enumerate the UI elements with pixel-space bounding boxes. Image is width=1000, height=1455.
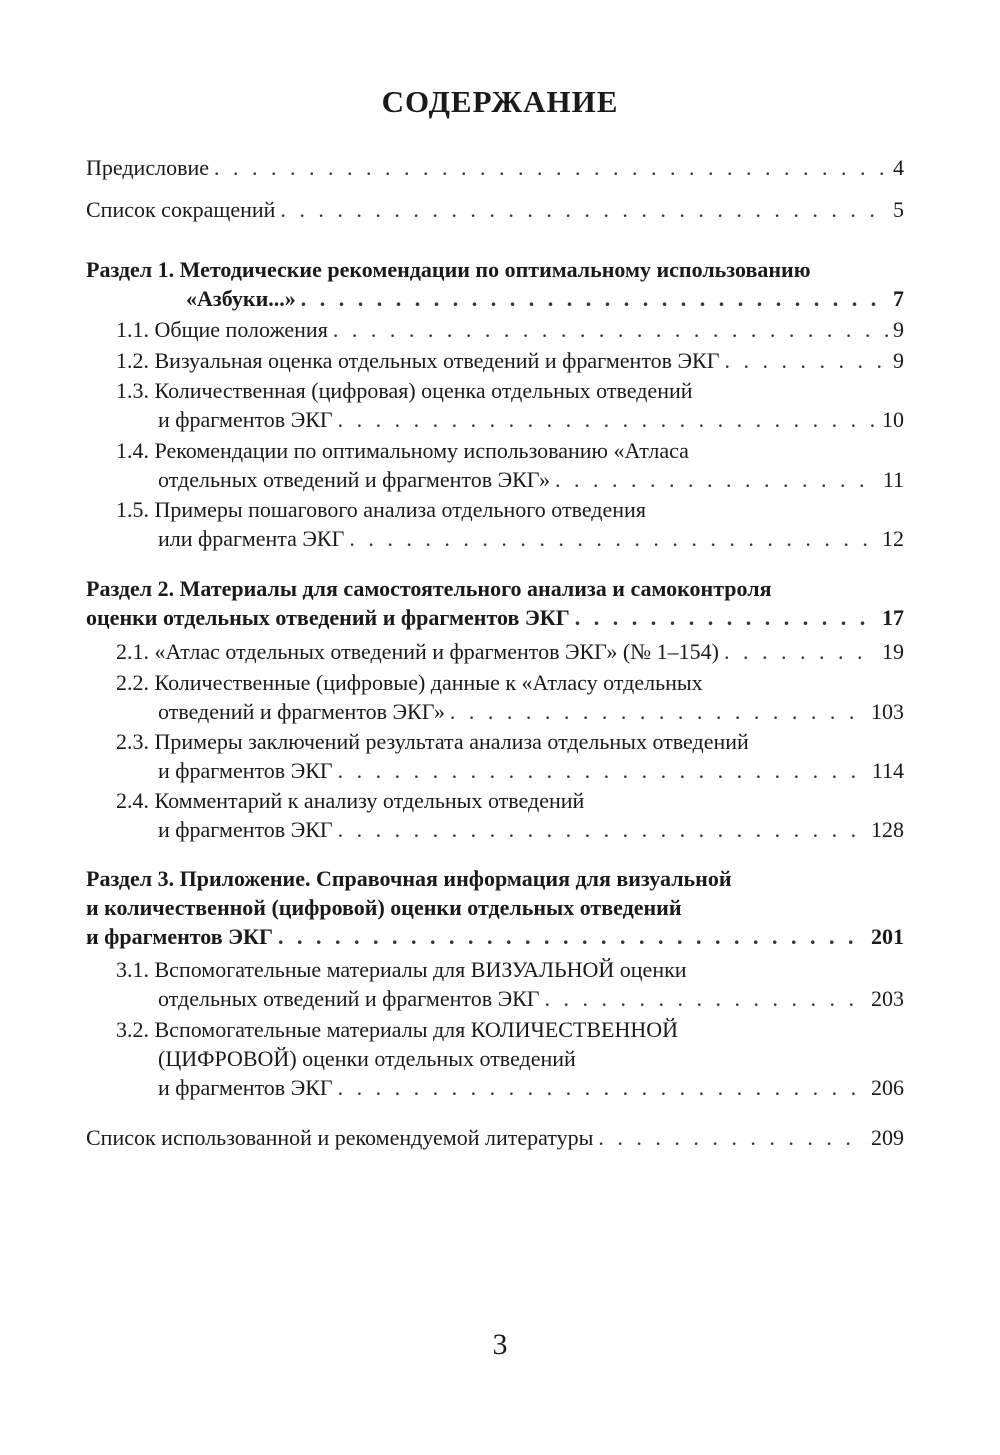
dot-leader (214, 153, 888, 182)
dot-leader (333, 315, 888, 344)
toc-entry-2-4[interactable] (86, 786, 904, 844)
page-title: СОДЕРЖАНИЕ (381, 84, 619, 119)
toc-entry-3-1[interactable] (86, 955, 904, 1013)
toc-page-number: 4 (893, 155, 904, 180)
toc-page-number: 17 (882, 605, 904, 630)
toc-entry-text: и фрагментов ЭКГ (158, 817, 333, 842)
dot-leader (724, 637, 877, 666)
toc-entry-text: и фрагментов ЭКГ (158, 1075, 333, 1100)
toc-page-number: 10 (882, 407, 904, 432)
toc-entry-text: и количественной (цифровой) оценки отдельных отведений (86, 895, 682, 920)
toc-entry-text: Предисловие (86, 155, 209, 180)
toc-entry-1-2[interactable] (86, 346, 904, 375)
toc-entry-2-3[interactable] (86, 727, 904, 785)
toc-entry-text: 3.1. Вспомогательные материалы для ВИЗУАЛЬНОЙ оценки (116, 957, 687, 982)
toc-page-number: 128 (871, 817, 904, 842)
toc-entry-text: отдельных отведений и фрагментов ЭКГ (158, 986, 540, 1011)
dot-leader (338, 815, 866, 844)
dot-leader (301, 284, 888, 313)
toc-page-number: 19 (882, 639, 904, 664)
toc-entry-3-2[interactable] (86, 1015, 904, 1102)
toc-page-number: 9 (893, 317, 904, 342)
toc-entry-text: Список сокращений (86, 197, 276, 222)
dot-leader (280, 195, 888, 224)
toc-entry-2-1[interactable] (86, 637, 904, 666)
dot-leader (545, 984, 866, 1013)
toc-entry-text: (ЦИФРОВОЙ) оценки отдельных отведений (158, 1046, 576, 1071)
dot-leader (575, 603, 877, 632)
toc-entry-abbreviations[interactable] (86, 195, 904, 224)
toc-entry-text: «Азбуки...» (186, 286, 296, 311)
toc-entry-literature[interactable] (86, 1123, 904, 1152)
toc-page-number: 11 (882, 467, 904, 492)
toc-entry-text: 1.5. Примеры пошагового анализа отдельного отведения (116, 497, 646, 522)
dot-leader (555, 465, 878, 494)
toc-entry-text: Раздел 1. Методические рекомендации по оптимальному использованию (86, 257, 811, 282)
toc-page-number: 12 (882, 526, 904, 551)
page-number: 3 (492, 1328, 508, 1361)
toc-entry-2-2[interactable] (86, 668, 904, 726)
toc-page-number: 209 (871, 1125, 904, 1150)
toc-entry-text: 2.3. Примеры заключений результата анализа отдельных отведений (116, 729, 749, 754)
toc-entry-1-5[interactable] (86, 495, 904, 553)
toc-entry-1-4[interactable] (86, 436, 904, 494)
dot-leader (338, 1073, 866, 1102)
dot-leader (278, 922, 866, 951)
toc-entry-text: отдельных отведений и фрагментов ЭКГ» (158, 467, 550, 492)
dot-leader (724, 346, 888, 375)
toc-entry-text: Раздел 3. Приложение. Справочная информация для визуальной (86, 866, 732, 891)
toc-page-number: 201 (871, 924, 904, 949)
toc-entry-text: Раздел 2. Материалы для самостоятельного анализа и самоконтроля (86, 576, 772, 601)
toc-entry-text: отведений и фрагментов ЭКГ» (158, 699, 445, 724)
toc-entry-text: 2.4. Комментарий к анализу отдельных отведений (116, 788, 585, 813)
toc-page-number: 103 (871, 699, 904, 724)
dot-leader (349, 524, 877, 553)
toc-section-1[interactable] (86, 255, 904, 313)
toc-page-number: 206 (871, 1075, 904, 1100)
toc-entry-text: 1.1. Общие положения (116, 317, 328, 342)
dot-leader (338, 756, 867, 785)
toc-entry-text: 2.1. «Атлас отдельных отведений и фрагментов ЭКГ» (№ 1–154) (116, 639, 719, 664)
toc-section-3[interactable] (86, 864, 904, 951)
toc-entry-1-1[interactable] (86, 315, 904, 344)
toc-entry-1-3[interactable] (86, 376, 904, 434)
toc-entry-text: оценки отдельных отведений и фрагментов ЭКГ (86, 605, 570, 630)
toc-page-number: 5 (893, 197, 904, 222)
toc-entry-text: и фрагментов ЭКГ (158, 758, 333, 783)
toc-entry-text: или фрагмента ЭКГ (158, 526, 345, 551)
toc-entry-text: 1.3. Количественная (цифровая) оценка отдельных отведений (116, 378, 693, 403)
toc-entry-text: и фрагментов ЭКГ (158, 407, 333, 432)
toc-page-number: 203 (871, 986, 904, 1011)
toc-entry-text: Список использованной и рекомендуемой литературы (86, 1125, 594, 1150)
toc-entry-text: 1.4. Рекомендации по оптимальному использованию «Атласа (116, 438, 689, 463)
toc-page-number: 9 (893, 348, 904, 373)
toc-section-2[interactable] (86, 574, 904, 632)
toc-page-number: 7 (893, 286, 904, 311)
dot-leader (450, 697, 866, 726)
toc-entry-text: 3.2. Вспомогательные материалы для КОЛИЧЕСТВЕННОЙ (116, 1017, 679, 1042)
toc-page-number: 114 (871, 758, 904, 783)
dot-leader (338, 405, 877, 434)
toc-entry-preface[interactable] (86, 153, 904, 182)
toc-entry-text: 2.2. Количественные (цифровые) данные к «Атласу отдельных (116, 670, 703, 695)
toc-entry-text: и фрагментов ЭКГ (86, 924, 273, 949)
dot-leader (598, 1123, 866, 1152)
toc-entry-text: 1.2. Визуальная оценка отдельных отведений и фрагментов ЭКГ (116, 348, 720, 373)
